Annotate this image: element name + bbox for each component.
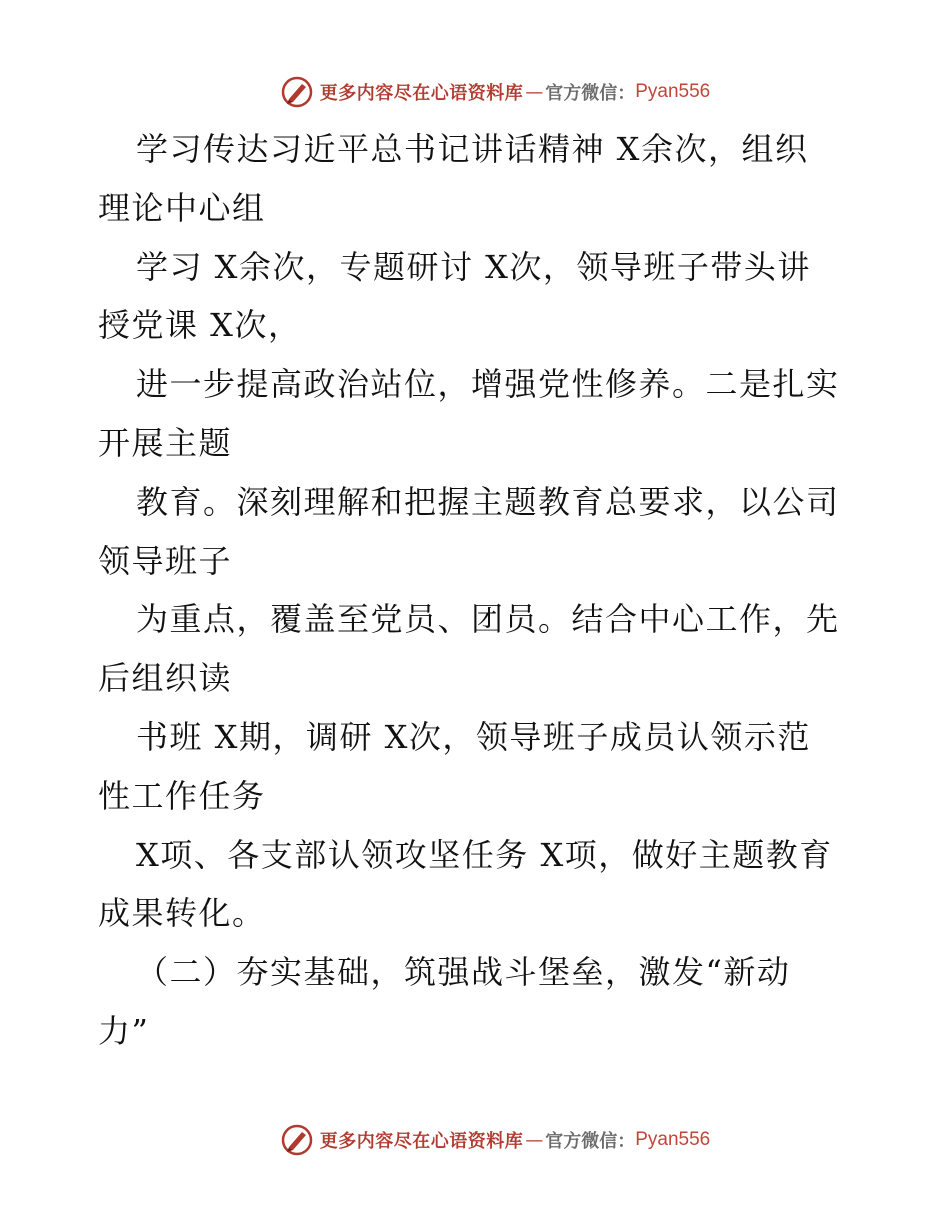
document-body — [98, 120, 868, 1061]
text-line: 后组织读 — [98, 659, 233, 698]
pen-logo-icon — [280, 75, 314, 109]
text-line: 理论中心组 — [98, 188, 266, 227]
text-line: 性工作任务 — [98, 776, 266, 815]
watermark-separator: — — [525, 81, 544, 103]
watermark-main-text: 更多内容尽在心语资料库 — [319, 1131, 524, 1152]
section-heading: （二）夯实基础，筑强战斗堡垒，激发“新动 — [136, 953, 791, 992]
watermark-wechat-label: 官方微信： — [545, 1131, 636, 1152]
text-line: X项、各支部认领攻坚任务 X项，做好主题教育 — [136, 835, 833, 874]
text-line: 成果转化。 — [98, 894, 266, 933]
pen-logo-icon — [280, 1123, 314, 1157]
text-line: 学习 X余次，专题研讨 X次，领导班子带头讲 — [136, 247, 811, 286]
watermark-wechat-label: 官方微信： — [545, 83, 636, 104]
text-line: 力” — [98, 1011, 150, 1050]
text-line: 教育。深刻理解和把握主题教育总要求，以公司 — [136, 482, 840, 521]
text-line: 开展主题 — [98, 423, 233, 462]
watermark-wechat-id: Pyan556 — [635, 81, 711, 102]
text-line: 领导班子 — [98, 541, 233, 580]
watermark-wechat-id: Pyan556 — [635, 1129, 711, 1150]
text-line: 进一步提高政治站位，增强党性修养。二是扎实 — [136, 365, 840, 404]
text-line: 学习传达习近平总书记讲话精神 X余次，组织 — [136, 130, 809, 168]
footer-watermark — [0, 1120, 950, 1160]
text-line: 授党课 X次， — [98, 306, 302, 345]
text-line: 为重点，覆盖至党员、团员。结合中心工作，先 — [136, 600, 840, 639]
watermark-main-text: 更多内容尽在心语资料库 — [319, 83, 524, 104]
header-watermark — [0, 72, 950, 112]
watermark-separator: — — [525, 1129, 544, 1151]
text-line: 书班 X期，调研 X次，领导班子成员认领示范 — [136, 717, 811, 756]
